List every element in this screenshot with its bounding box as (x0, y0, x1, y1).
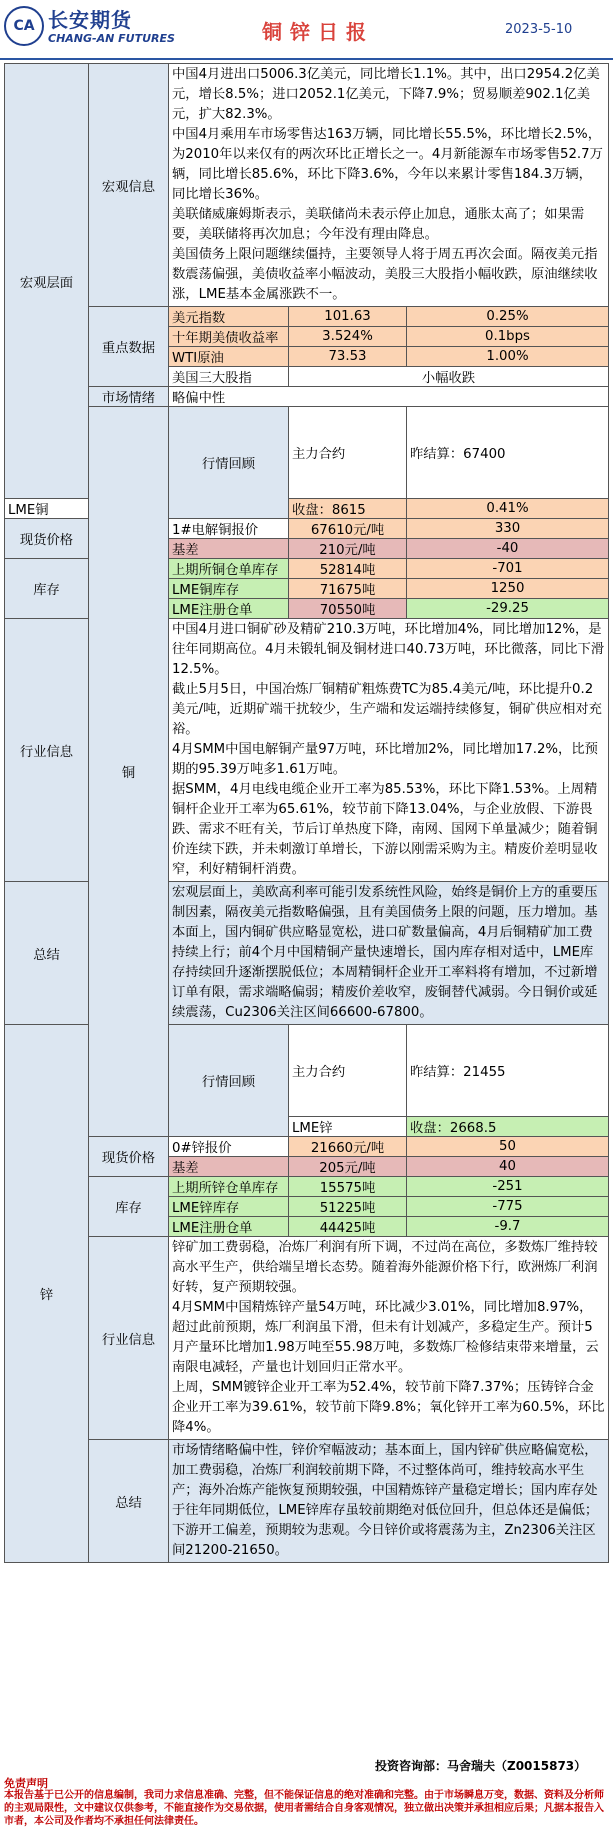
keydata-change: 1.00% (407, 347, 609, 367)
keydata-value: 小幅收跌 (289, 367, 609, 387)
zinc-basis-change: 40 (407, 1157, 609, 1177)
macro-info-paragraph: 美国债务上限问题继续僵持，主要领导人将于周五再次会面。隔夜美元指数震荡偏强，美债收益率小幅波动，美股三大股指小幅收跌，原油继续收涨，LME基本金属涨跌不一。 (172, 247, 598, 302)
zinc-industry-text (169, 1237, 609, 1440)
zinc-stock-change: -9.7 (407, 1217, 609, 1237)
copper-basis-name: 基差 (169, 539, 289, 559)
copper-settle: 昨结算：67400 (407, 407, 609, 499)
copper-stock-name: LME铜库存 (169, 579, 289, 599)
zinc-lme-close: 收盘：2668.5 (407, 1117, 609, 1137)
keydata-value: 101.63 (289, 307, 407, 327)
copper-stock-label: 库存 (5, 559, 89, 619)
zinc-stock-change: -251 (407, 1177, 609, 1197)
macro-info-paragraph: 中国4月进出口5006.3亿美元，同比增长1.1%。其中，出口2954.2亿美元，增长8.5%；进口2052.1亿美元，下降7.9%；贸易顺差902.1亿美元，扩大82.3%。 (172, 67, 600, 122)
report-table (4, 63, 609, 1563)
copper-industry-paragraph: 据SMM，4月电线电缆企业开工率为85.53%，环比下降1.53%。上周精铜杆企业开工率为65.61%，较节前下降13.04%，与企业放假、下游畏跌、需求不旺有关，节后订单热度下降，南网、国网下单量减少；随着铜价连续下跌，并未刺激订单增长，下游以刚需采购为主。精废价差明显收窄，利好精铜杆消费。 (172, 782, 598, 877)
copper-industry-paragraph: 4月SMM中国电解铜产量97万吨，环比增加2%，同比增加17.2%，比预期的95.39万吨多1.61万吨。 (172, 742, 598, 777)
zinc-summary-label: 总结 (89, 1440, 169, 1563)
copper-industry-label: 行业信息 (5, 619, 89, 882)
zinc-basis-value: 205元/吨 (289, 1157, 407, 1177)
company-logo: CA (4, 6, 44, 46)
disclaimer-title: 免责声明 (4, 1777, 48, 1790)
keydata-change: 0.25% (407, 307, 609, 327)
macro-info-label: 宏观信息 (89, 64, 169, 307)
zinc-stock-name: LME锌库存 (169, 1197, 289, 1217)
copper-stock-value: 71675吨 (289, 579, 407, 599)
copper-stock-change: -701 (407, 559, 609, 579)
copper-summary-text: 宏观层面上，美欧高利率可能引发系统性风险，始终是铜价上方的重要压制因素，隔夜美元指数略偏强，且有美国债务上限的问题，压力增加。基本面上，国内铜矿供应略显宽松，进口矿数量偏高，4月后铜精矿加工费持续上行；前4个月中国精铜产量快速增长，国内库存相对适中，LME库存持续回升逐渐摆脱低位；本周精铜杆企业开工率料将有增加，不过新增订单有限，需求端略偏弱；精废价差收窄，废铜替代减弱。今日铜价或延续震荡，Cu2306关注区间66600-67800。 (169, 882, 609, 1025)
section-zinc: 锌 (5, 1025, 89, 1563)
company-name-cn: 长安期货 (48, 8, 132, 32)
zinc-lme-name: LME锌 (289, 1117, 407, 1137)
macro-info-paragraph: 中国4月乘用车市场零售达163万辆，同比增长55.5%，环比增长2.5%，为2010年以来仅有的两次环比正增长之一。4月新能源车市场零售52.7万辆，同比增长85.6%，环比下降3.6%，今年以来累计零售184.3万辆，同比增长36%。 (172, 127, 603, 202)
zinc-settle: 昨结算：21455 (407, 1025, 609, 1117)
copper-basis-change: -40 (407, 539, 609, 559)
copper-spot-value: 67610元/吨 (289, 519, 407, 539)
copper-spot-label: 现货价格 (5, 519, 89, 559)
copper-stock-name: LME注册仓单 (169, 599, 289, 619)
company-name-en: CHANG-AN FUTURES (48, 32, 175, 45)
disclaimer-text: 本报告基于已公开的信息编制，我司力求信息准确、完整，但不能保证信息的绝对准确和完整。由于市场瞬息万变，数据、资料及分析师的主观局限性，文中建议仅供参考，不能直接作为交易依据，使用者需结合自身客观情况，独立做出决策并承担相应后果；凡据本报告入市者，本公司及作者均不承担任何法律责任。 (4, 1790, 604, 1827)
zinc-stock-name: LME注册仓单 (169, 1217, 289, 1237)
keydata-label: 重点数据 (89, 307, 169, 387)
copper-industry-paragraph: 中国4月进口铜矿砂及精矿210.3万吨，环比增加4%，同比增加12%，是往年同期高位。4月未锻轧铜及铜材进口40.73万吨，环比微落，同比下滑12.5%。 (172, 622, 605, 677)
macro-info-paragraph: 美联储威廉姆斯表示，美联储尚未表示停止加息，通胀太高了；如果需要，美联储将再次加息；今年没有理由降息。 (172, 207, 585, 242)
zinc-stock-value: 44425吨 (289, 1217, 407, 1237)
zinc-stock-label: 库存 (89, 1177, 169, 1237)
keydata-name: 十年期美债收益率 (169, 327, 289, 347)
copper-stock-value: 70550吨 (289, 599, 407, 619)
sentiment-label: 市场情绪 (89, 387, 169, 407)
keydata-value: 73.53 (289, 347, 407, 367)
sentiment-value: 略偏中性 (169, 387, 609, 407)
zinc-stock-value: 51225吨 (289, 1197, 407, 1217)
zinc-industry-paragraph: 上周，SMM镀锌企业开工率为52.4%，较节前下降7.37%；压铸锌合金企业开工率为39.61%，较节前下降9.8%；氧化锌开工率为60.5%，环比降4%。 (172, 1380, 605, 1435)
zinc-spot-value: 21660元/吨 (289, 1137, 407, 1157)
copper-basis-value: 210元/吨 (289, 539, 407, 559)
copper-stock-change: -29.25 (407, 599, 609, 619)
keydata-change: 0.1bps (407, 327, 609, 347)
zinc-industry-paragraph: 4月SMM中国精炼锌产量54万吨，环比减少3.01%，同比增加8.97%，超过此前预期，炼厂利润虽下滑，但未有计划减产，多稳定生产。预计5月产量环比增加1.98万吨至55.98万吨，多数炼厂检修结束带来增量，云南限电减轻，产量也计划回归正常水平。 (172, 1300, 599, 1375)
zinc-spot-label: 现货价格 (89, 1137, 169, 1177)
zinc-industry-paragraph: 锌矿加工费弱稳，冶炼厂利润有所下调，不过尚在高位，多数炼厂维持较高水平生产，供给端呈增长态势。随着海外能源价格下行，欧洲炼厂利润好转，复产预期较强。 (172, 1240, 598, 1295)
keydata-name: WTI原油 (169, 347, 289, 367)
section-macro: 宏观层面 (5, 64, 89, 499)
zinc-review-label: 行情回顾 (169, 1025, 289, 1137)
report-title: 铜锌日报 (262, 20, 374, 44)
keydata-value: 3.524% (289, 327, 407, 347)
copper-spot-change: 330 (407, 519, 609, 539)
zinc-stock-value: 15575吨 (289, 1177, 407, 1197)
zinc-stock-name: 上期所锌仓单库存 (169, 1177, 289, 1197)
section-copper: 铜 (89, 407, 169, 1137)
copper-industry-text (169, 619, 609, 882)
macro-info-text (169, 64, 609, 307)
zinc-stock-change: -775 (407, 1197, 609, 1217)
copper-stock-value: 52814吨 (289, 559, 407, 579)
copper-main-contract: 主力合约 (289, 407, 407, 499)
keydata-name: 美国三大股指 (169, 367, 289, 387)
copper-industry-paragraph: 截止5月5日，中国冶炼厂铜精矿粗炼费TC为85.4美元/吨，环比提升0.2美元/吨，近期矿端干扰较少，生产端和发运端持续修复，铜矿供应相对充裕。 (172, 682, 602, 737)
zinc-industry-label: 行业信息 (89, 1237, 169, 1440)
zinc-main-contract: 主力合约 (289, 1025, 407, 1117)
copper-lme-name: LME铜 (5, 499, 89, 519)
keydata-name: 美元指数 (169, 307, 289, 327)
zinc-spot-change: 50 (407, 1137, 609, 1157)
copper-stock-name: 上期所铜仓单库存 (169, 559, 289, 579)
zinc-spot-name: 0#锌报价 (169, 1137, 289, 1157)
copper-spot-name: 1#电解铜报价 (169, 519, 289, 539)
zinc-basis-name: 基差 (169, 1157, 289, 1177)
copper-lme-close: 收盘：8615 (289, 499, 407, 519)
copper-stock-change: 1250 (407, 579, 609, 599)
copper-review-label: 行情回顾 (169, 407, 289, 519)
zinc-summary-text: 市场情绪略偏中性，锌价窄幅波动；基本面上，国内锌矿供应略偏宽松，加工费弱稳，冶炼厂利润较前期下降，不过整体尚可，维持较高水平生产；海外冶炼产能恢复预期较强，中国精炼锌产量稳定增长；国内库存处于往年同期低位，LME锌库存虽较前期绝对低位回升，但总体还是偏低；下游开工偏差，预期较为悲观。今日锌价或将震荡为主，Zn2306关注区间21200-21650。 (169, 1440, 609, 1563)
report-header (0, 0, 613, 60)
report-date: 2023-5-10 (505, 22, 573, 37)
consultant-signature: 投资咨询部：马舍瑞夫（Z0015873） (375, 1759, 587, 1773)
copper-summary-label: 总结 (5, 882, 89, 1025)
copper-lme-change: 0.41% (407, 499, 609, 519)
